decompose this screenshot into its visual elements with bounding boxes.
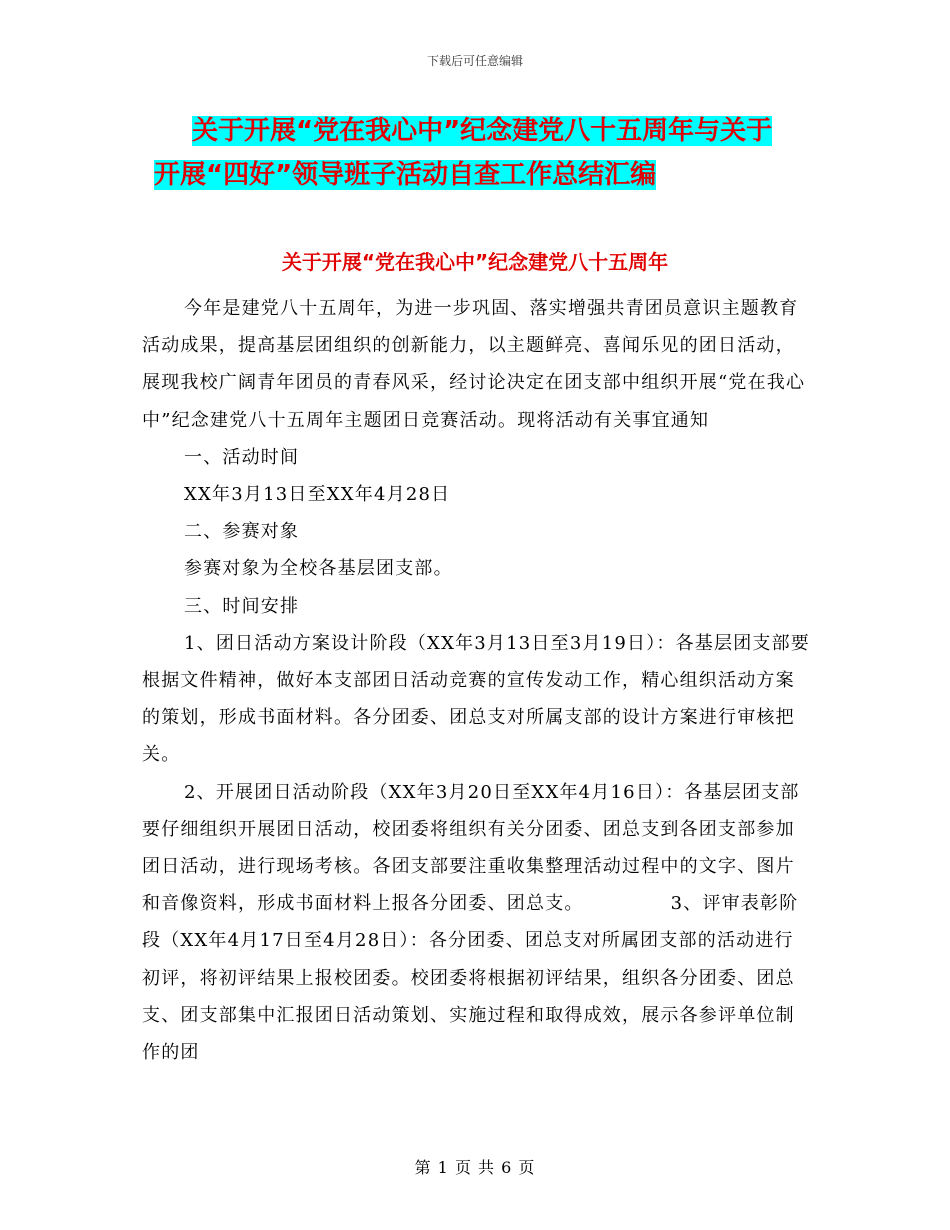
heading-activity-time: 一、活动时间 (184, 446, 300, 468)
document-title-line-2 (0, 156, 950, 194)
heading-schedule: 三、时间安排 (184, 595, 300, 617)
paragraph-activity-time: XX年3月13日至XX年4月28日 (184, 484, 451, 506)
document-title-line-1-text: 关于开展“党在我心中”纪念建党八十五周年与关于 (192, 116, 773, 146)
paragraph-participants: 参赛对象为全校各基层团支部。 (184, 558, 453, 580)
document-title-line-2-text: 开展“四好”领导班子活动自查工作总结汇编 (154, 160, 657, 190)
paragraph-intro: 今年是建党八十五周年，为进一步巩固、落实增强共青团员意识主题教育活动成果，提高基层团组织的创新能力，以主题鲜亮、喜闻乐见的团日活动，展现我校广阔青年团员的青春风采，经讨论决定在团支部中组织开展“党在我心中”纪念建党八十五周年主题团日竞赛活动。现将活动有关事宜通知 (142, 298, 806, 431)
paragraph-schedule-phase-1: 1、团日活动方案设计阶段（XX年3月13日至3月19日）：各基层团支部要根据文件精神，做好本支部团日活动竞赛的宣传发动工作，精心组织活动方案的策划，形成书面材料。各分团委、团总支对所属支部的设计方案进行审核把关。 (142, 632, 810, 766)
section-title: 关于开展“党在我心中”纪念建党八十五周年 (281, 250, 669, 274)
heading-participants: 二、参赛对象 (184, 521, 300, 543)
page-number: 第 1 页 共 6 页 (414, 1158, 536, 1177)
document-body (142, 290, 812, 1071)
paragraph-schedule-phase-2-3: 2、开展团日活动阶段（XX年3月20日至XX年4月16日）：各基层团支部要仔细组织开展团日活动，校团委将组织有关分团委、团总支到各团支部参加团日活动，进行现场考核。各团支部要注重收集整理活动过程中的文字、图片和音像资料，形成书面材料上报各分团委、团总支。 3、评审表彰阶段（XX年4月17日至4月28日）：各分团委、团总支对所属团支部的活动进行初评，将初评结果上报校团委。校团委将根据初评结果，组织各分团委、团总支、团支部集中汇报团日活动策划、实施过程和取得成效，展示各参评单位制作的团 (142, 781, 800, 1064)
document-title-line-1 (0, 112, 950, 150)
page-header-note: 下载后可任意编辑 (426, 54, 523, 68)
